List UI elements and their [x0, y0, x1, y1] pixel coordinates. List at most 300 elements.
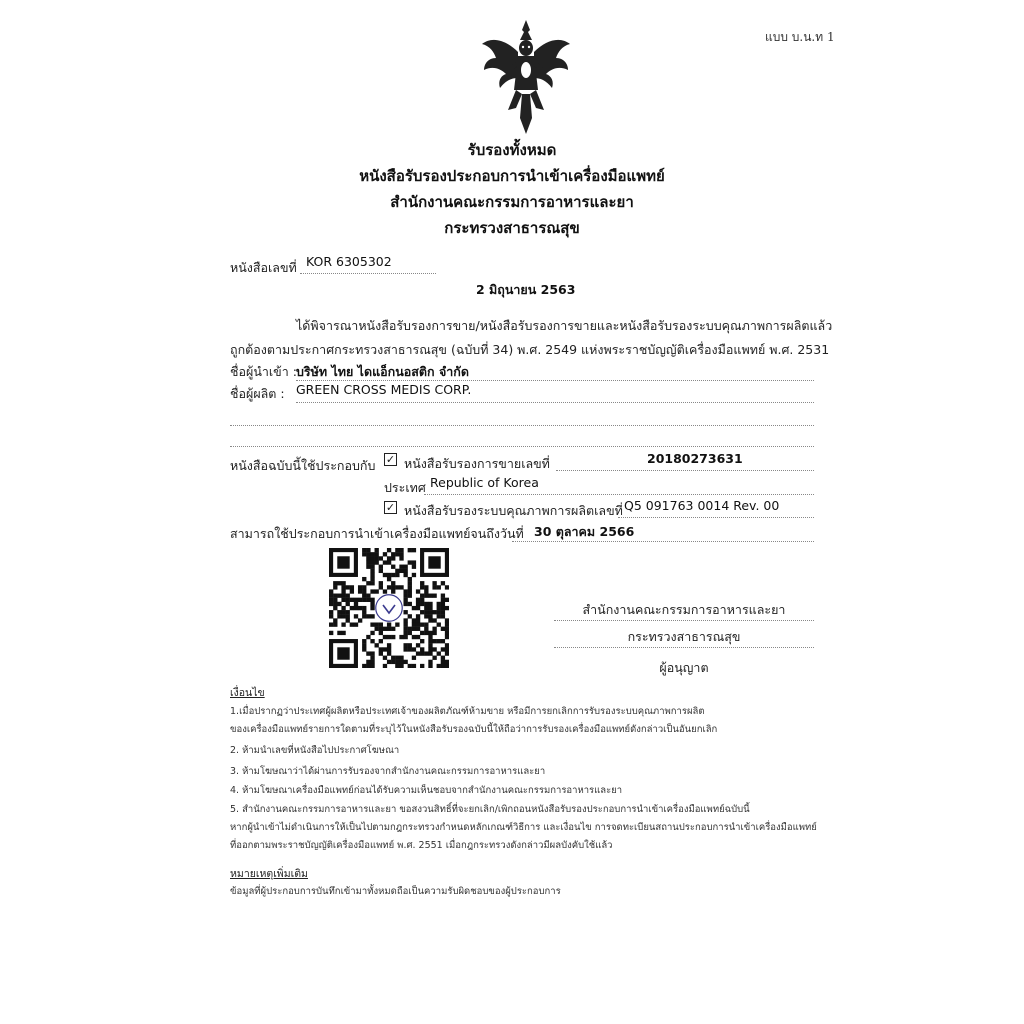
qr-module	[370, 598, 374, 602]
qr-module	[346, 585, 350, 589]
blank-line-2	[230, 446, 814, 447]
qr-module	[370, 664, 374, 668]
qr-module	[403, 589, 407, 593]
body-line-2: ถูกต้องตามประกาศกระทรวงสาธารณสุข (ฉบับที่ 34) พ.ศ. 2549 แห่งพระราชบัญญัติเครื่องมือแพทย์ พ.ศ. 2531	[230, 342, 830, 357]
quality-cert-number: Q5 091763 0014 Rev. 00	[624, 498, 780, 513]
qr-module	[362, 643, 366, 647]
signature-line-2	[554, 647, 814, 648]
qr-module	[341, 589, 345, 593]
qr-module	[432, 610, 436, 614]
qr-module	[445, 643, 449, 647]
qr-module	[416, 589, 420, 593]
qr-module	[424, 610, 428, 614]
qr-module	[379, 622, 383, 626]
qr-module	[412, 656, 416, 660]
condition-3: 3. ห้ามโฆษณาว่าได้ผ่านการรับรองจากสำนักงานคณะกรรมการอาหารและยา	[230, 766, 546, 777]
qr-module	[412, 565, 416, 569]
manufacturer-name: GREEN CROSS MEDIS CORP.	[296, 382, 472, 397]
qr-module	[408, 602, 412, 606]
qr-module	[362, 585, 366, 589]
qr-module	[362, 552, 366, 556]
issue-date: 2 มิถุนายน 2563	[476, 282, 576, 297]
qr-module	[346, 598, 350, 602]
qr-module	[366, 565, 370, 569]
qr-module	[383, 635, 387, 639]
signature-ministry: กระทรวงสาธารณสุข	[627, 629, 741, 644]
qr-module	[387, 660, 391, 664]
qr-module	[362, 548, 366, 552]
qr-module	[375, 589, 379, 593]
qr-module	[370, 577, 374, 581]
agency-heading: สำนักงานคณะกรรมการอาหารและยา	[390, 193, 634, 211]
qr-module	[441, 606, 445, 610]
qr-module	[383, 573, 387, 577]
qr-module	[383, 664, 387, 668]
qr-module	[358, 598, 362, 602]
qr-module	[416, 635, 420, 639]
qr-module	[445, 598, 449, 602]
qr-module	[403, 622, 407, 626]
qr-module	[370, 651, 374, 655]
qr-module	[420, 647, 424, 651]
qr-module	[408, 631, 412, 635]
qr-module	[428, 610, 432, 614]
qr-module	[375, 552, 379, 556]
qr-module	[337, 631, 341, 635]
qr-module	[387, 635, 391, 639]
importer-label: ชื่อผู้นำเข้า :	[230, 364, 297, 379]
qr-module	[370, 560, 374, 564]
qr-module	[437, 610, 441, 614]
qr-module	[387, 627, 391, 631]
qr-module	[432, 585, 436, 589]
qr-finder-pattern	[337, 556, 349, 568]
qr-module	[370, 565, 374, 569]
signature-line-1	[554, 620, 814, 621]
qr-module	[391, 656, 395, 660]
qr-module	[437, 664, 441, 668]
qr-module	[399, 552, 403, 556]
qr-module	[366, 660, 370, 664]
qr-module	[391, 627, 395, 631]
qr-module	[428, 635, 432, 639]
qr-module	[366, 614, 370, 618]
qr-module	[362, 610, 366, 614]
quality-cert-line	[618, 517, 814, 518]
qr-module	[391, 585, 395, 589]
qr-module	[420, 631, 424, 635]
qr-module	[362, 594, 366, 598]
qr-module	[445, 585, 449, 589]
qr-module	[403, 631, 407, 635]
qr-module	[333, 581, 337, 585]
qr-module	[341, 581, 345, 585]
qr-module	[366, 581, 370, 585]
qr-module	[358, 606, 362, 610]
qr-module	[441, 614, 445, 618]
qr-module	[383, 656, 387, 660]
qr-module	[416, 627, 420, 631]
qr-module	[354, 606, 358, 610]
qr-module	[387, 577, 391, 581]
qr-module	[391, 573, 395, 577]
qr-module	[428, 651, 432, 655]
qr-module	[362, 639, 366, 643]
qr-module	[341, 610, 345, 614]
qr-module	[412, 627, 416, 631]
qr-module	[375, 560, 379, 564]
qr-module	[391, 581, 395, 585]
qr-module	[346, 610, 350, 614]
qr-module	[387, 560, 391, 564]
qr-module	[379, 631, 383, 635]
condition-1a: 1.เมื่อปรากฏว่าประเทศผู้ผลิตหรือประเทศเจ้าของผลิตภัณฑ์ห้ามขาย หรือมีการยกเลิกการรับรองระบบคุณภาพการผลิต	[230, 706, 705, 717]
qr-module	[387, 548, 391, 552]
conditions-heading: เงื่อนไข	[230, 687, 265, 699]
qr-module	[379, 585, 383, 589]
manufacturer-label: ชื่อผู้ผลิต :	[230, 386, 285, 401]
qr-module	[333, 598, 337, 602]
qr-module	[333, 618, 337, 622]
qr-module	[370, 602, 374, 606]
qr-module	[408, 548, 412, 552]
qr-module	[420, 639, 424, 643]
qr-module	[341, 594, 345, 598]
fda-logo-icon	[376, 595, 402, 621]
qr-module	[370, 622, 374, 626]
qr-module	[437, 585, 441, 589]
qr-module	[399, 548, 403, 552]
qr-module	[399, 565, 403, 569]
qr-module	[358, 589, 362, 593]
qr-module	[346, 614, 350, 618]
qr-module	[432, 631, 436, 635]
qr-module	[358, 585, 362, 589]
qr-module	[346, 618, 350, 622]
qr-module	[403, 660, 407, 664]
qr-module	[370, 581, 374, 585]
qr-module	[432, 639, 436, 643]
importer-line	[296, 380, 814, 381]
qr-module	[408, 647, 412, 651]
qr-module	[403, 602, 407, 606]
qr-module	[408, 581, 412, 585]
qr-module	[428, 631, 432, 635]
qr-module	[428, 660, 432, 664]
signature-role: ผู้อนุญาต	[659, 660, 709, 675]
country-label: ประเทศ	[384, 480, 426, 495]
qr-module	[391, 552, 395, 556]
qr-module	[445, 622, 449, 626]
document-title: หนังสือรับรองประกอบการนำเข้าเครื่องมือแพทย์	[359, 167, 665, 185]
qr-module	[408, 577, 412, 581]
qr-module	[329, 602, 333, 606]
qr-module	[428, 602, 432, 606]
qr-module	[337, 581, 341, 585]
qr-module	[412, 606, 416, 610]
garuda-emblem-icon	[478, 18, 574, 136]
qr-module	[395, 548, 399, 552]
qr-module	[387, 643, 391, 647]
sales-cert-line	[556, 470, 814, 471]
qr-module	[362, 589, 366, 593]
qr-module	[395, 656, 399, 660]
remarks-text: ข้อมูลที่ผู้ประกอบการบันทึกเข้ามาทั้งหมดถือเป็นความรับผิดชอบของผู้ประกอบการ	[230, 886, 561, 897]
qr-module	[412, 548, 416, 552]
qr-module	[408, 614, 412, 618]
qr-finder-pattern	[428, 556, 440, 568]
qr-module	[403, 643, 407, 647]
qr-module	[441, 664, 445, 668]
qr-code	[329, 548, 449, 668]
qr-module	[437, 602, 441, 606]
qr-module	[403, 565, 407, 569]
qr-module	[420, 622, 424, 626]
qr-module	[445, 606, 449, 610]
qr-module	[399, 585, 403, 589]
qr-module	[362, 664, 366, 668]
qr-module	[408, 664, 412, 668]
qr-module	[337, 614, 341, 618]
qr-module	[346, 594, 350, 598]
qr-module	[383, 627, 387, 631]
qr-module	[441, 660, 445, 664]
qr-module	[379, 569, 383, 573]
qr-module	[366, 560, 370, 564]
qr-module	[366, 594, 370, 598]
certificate-number: KOR 6305302	[306, 254, 392, 269]
qr-module	[432, 594, 436, 598]
qr-module	[441, 656, 445, 660]
condition-5b: หากผู้นำเข้าไม่ดำเนินการให้เป็นไปตามกฎกระทรวงกำหนดหลักเกณฑ์วิธีการ และเงื่อนไข การจดทะเบียนสถานประกอบการนำเข้าเครื่องมือแพทย์	[230, 822, 817, 833]
qr-module	[366, 664, 370, 668]
qr-module	[383, 589, 387, 593]
qr-module	[341, 631, 345, 635]
qr-module	[341, 606, 345, 610]
qr-module	[428, 639, 432, 643]
qr-module	[329, 589, 333, 593]
condition-5a: 5. สำนักงานคณะกรรมการอาหารและยา ขอสงวนสิทธิ์ที่จะยกเลิก/เพิกถอนหนังสือรับรองประกอบการนำเข้าเครื่องมือแพทย์ฉบับนี้	[230, 804, 750, 815]
qr-module	[403, 598, 407, 602]
qr-module	[428, 618, 432, 622]
qr-module	[370, 569, 374, 573]
qr-module	[403, 594, 407, 598]
qr-module	[333, 602, 337, 606]
qr-module	[441, 639, 445, 643]
qr-module	[441, 598, 445, 602]
qr-module	[337, 602, 341, 606]
qr-module	[412, 618, 416, 622]
qr-module	[428, 664, 432, 668]
usage-label: หนังสือฉบับนี้ใช้ประกอบกับ	[230, 458, 376, 473]
qr-module	[441, 627, 445, 631]
sales-cert-label: หนังสือรับรองการขายเลขที่	[404, 456, 550, 471]
qr-module	[399, 660, 403, 664]
qr-module	[341, 622, 345, 626]
qr-module	[428, 594, 432, 598]
qr-module	[408, 594, 412, 598]
qr-module	[403, 610, 407, 614]
qr-module	[395, 622, 399, 626]
qr-module	[387, 556, 391, 560]
qr-module	[333, 594, 337, 598]
quality-cert-checkbox: ✓	[385, 501, 396, 514]
qr-module	[445, 627, 449, 631]
qr-module	[387, 622, 391, 626]
signature-agency: สำนักงานคณะกรรมการอาหารและยา	[582, 602, 786, 617]
qr-module	[428, 643, 432, 647]
qr-module	[329, 614, 333, 618]
qr-module	[395, 664, 399, 668]
qr-module	[424, 589, 428, 593]
condition-1b: ของเครื่องมือแพทย์รายการใดตามที่ระบุไว้ในหนังสือรับรองฉบับนี้ให้ถือว่าการรับรองเครื่องมือแพทย์ดังกล่าวเป็นอันยกเลิก	[230, 724, 718, 735]
qr-module	[358, 618, 362, 622]
qr-module	[333, 606, 337, 610]
qr-module	[408, 585, 412, 589]
qr-module	[441, 610, 445, 614]
qr-module	[395, 585, 399, 589]
certified-heading: รับรองทั้งหมด	[467, 141, 557, 159]
qr-module	[341, 585, 345, 589]
qr-module	[333, 585, 337, 589]
qr-module	[395, 552, 399, 556]
qr-module	[437, 622, 441, 626]
qr-module	[432, 618, 436, 622]
qr-module	[341, 614, 345, 618]
qr-module	[366, 635, 370, 639]
qr-module	[350, 606, 354, 610]
qr-module	[379, 565, 383, 569]
qr-module	[350, 598, 354, 602]
qr-module	[379, 581, 383, 585]
qr-module	[432, 581, 436, 585]
qr-module	[445, 660, 449, 664]
qr-module	[329, 598, 333, 602]
qr-module	[420, 610, 424, 614]
valid-until-label: สามารถใช้ประกอบการนำเข้าเครื่องมือแพทย์จนถึงวันที่	[230, 526, 524, 541]
country-value: Republic of Korea	[430, 475, 539, 490]
qr-module	[424, 622, 428, 626]
qr-module	[412, 560, 416, 564]
qr-module	[366, 598, 370, 602]
qr-module	[350, 585, 354, 589]
qr-module	[370, 631, 374, 635]
condition-4: 4. ห้ามโฆษณาเครื่องมือแพทย์ก่อนได้รับความเห็นชอบจากสำนักงานคณะกรรมการอาหารและยา	[230, 785, 623, 796]
blank-line-1	[230, 425, 814, 426]
qr-module	[420, 594, 424, 598]
qr-module	[391, 635, 395, 639]
qr-module	[399, 656, 403, 660]
qr-module	[366, 556, 370, 560]
qr-module	[395, 660, 399, 664]
qr-module	[399, 556, 403, 560]
qr-module	[370, 589, 374, 593]
importer-name: บริษัท ไทย ไดแอ็กนอสติก จำกัด	[296, 364, 469, 379]
qr-module	[428, 606, 432, 610]
qr-module	[424, 627, 428, 631]
qr-module	[408, 643, 412, 647]
qr-module	[362, 647, 366, 651]
qr-module	[424, 651, 428, 655]
qr-module	[416, 614, 420, 618]
qr-module	[403, 618, 407, 622]
qr-module	[416, 606, 420, 610]
qr-module	[391, 565, 395, 569]
qr-module	[375, 622, 379, 626]
qr-module	[441, 602, 445, 606]
qr-module	[379, 639, 383, 643]
qr-module	[424, 631, 428, 635]
body-line-1: ได้พิจารณาหนังสือรับรองการขาย/หนังสือรับรองการขายและหนังสือรับรองระบบคุณภาพการผลิตแล้ว	[296, 318, 833, 333]
qr-module	[424, 606, 428, 610]
qr-module	[432, 627, 436, 631]
qr-module	[445, 618, 449, 622]
qr-module	[370, 552, 374, 556]
qr-module	[441, 647, 445, 651]
qr-module	[416, 651, 420, 655]
qr-module	[354, 614, 358, 618]
quality-cert-label: หนังสือรับรองระบบคุณภาพการผลิตเลขที่	[404, 503, 623, 518]
qr-module	[420, 664, 424, 668]
qr-module	[395, 569, 399, 573]
qr-module	[350, 589, 354, 593]
qr-module	[346, 602, 350, 606]
qr-module	[370, 660, 374, 664]
qr-module	[387, 585, 391, 589]
qr-module	[420, 585, 424, 589]
qr-module	[391, 556, 395, 560]
qr-module	[383, 552, 387, 556]
qr-module	[370, 639, 374, 643]
qr-module	[412, 664, 416, 668]
qr-module	[424, 594, 428, 598]
qr-module	[441, 594, 445, 598]
sales-cert-checkbox: ✓	[385, 453, 396, 466]
qr-module	[445, 651, 449, 655]
qr-module	[428, 614, 432, 618]
qr-module	[420, 598, 424, 602]
qr-module	[375, 643, 379, 647]
ministry-heading: กระทรวงสาธารณสุข	[444, 219, 580, 237]
qr-module	[370, 614, 374, 618]
valid-until-date: 30 ตุลาคม 2566	[534, 524, 635, 539]
qr-module	[354, 598, 358, 602]
qr-module	[399, 635, 403, 639]
qr-module	[395, 573, 399, 577]
qr-module	[403, 647, 407, 651]
qr-module	[416, 643, 420, 647]
qr-module	[375, 556, 379, 560]
qr-module	[420, 602, 424, 606]
qr-module	[416, 622, 420, 626]
qr-module	[412, 647, 416, 651]
qr-module	[432, 656, 436, 660]
qr-module	[375, 548, 379, 552]
certificate-number-label: หนังสือเลขที่	[230, 260, 297, 275]
qr-module	[403, 635, 407, 639]
valid-until-line	[512, 541, 814, 542]
qr-module	[379, 651, 383, 655]
qr-module	[408, 627, 412, 631]
qr-module	[424, 585, 428, 589]
qr-module	[408, 560, 412, 564]
qr-module	[399, 569, 403, 573]
qr-module	[329, 622, 333, 626]
qr-module	[329, 610, 333, 614]
qr-module	[354, 602, 358, 606]
qr-module	[416, 602, 420, 606]
manufacturer-line	[296, 402, 814, 403]
